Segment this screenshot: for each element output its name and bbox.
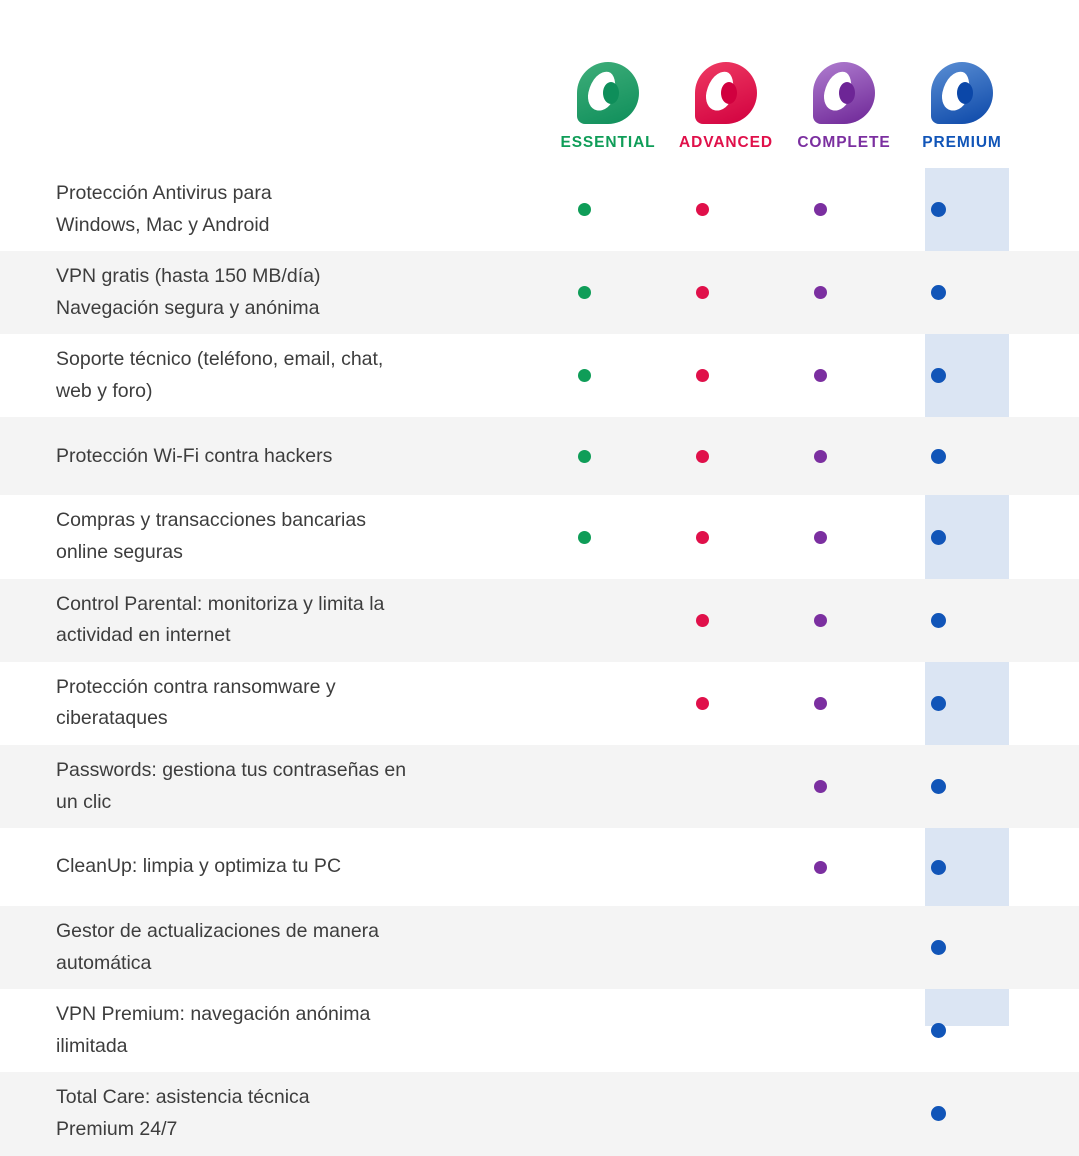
feature-availability-cell [525,369,643,382]
table-row [0,495,1079,578]
feature-availability-cell [525,1024,643,1037]
feature-label: Gestor de actualizaciones de manera automática [56,920,380,974]
included-dot-icon [814,450,827,463]
included-dot-icon [931,530,946,545]
feature-availability-cell [761,614,879,627]
feature-availability-cell [761,697,879,710]
feature-label: Soporte técnico (teléfono, email, chat, web y foro) [56,348,384,402]
included-dot-icon [814,614,827,627]
feature-availability-cell [879,860,997,875]
feature-availability-cell [761,861,879,874]
included-dot-icon [696,450,709,463]
included-dot-icon [814,697,827,710]
feature-availability-cell [879,1023,997,1038]
table-body [0,168,1079,1156]
feature-availability-cell [879,285,997,300]
not-included-placeholder [814,1024,827,1037]
feature-availability-cell [643,780,761,793]
feature-availability-cell [643,450,761,463]
feature-label: Passwords: gestiona tus contraseñas en un clic [56,758,407,813]
not-included-placeholder [578,861,591,874]
feature-availability-cell [643,369,761,382]
plan-header-premium[interactable] [903,62,1021,168]
included-dot-icon [696,369,709,382]
table-row [0,828,1079,906]
included-dot-icon [931,368,946,383]
not-included-placeholder [578,1024,591,1037]
included-dot-icon [696,203,709,216]
not-included-placeholder [814,1107,827,1120]
feature-label: Control Parental: monitoriza y limita la actividad en internet [56,592,385,647]
shield-logo-icon [577,62,639,124]
not-included-placeholder [578,697,591,710]
plan-name-label: ESSENTIAL [560,134,656,151]
included-dot-icon [578,369,591,382]
feature-availability-cell [525,286,643,299]
feature-availability-cell [879,368,997,383]
included-dot-icon [814,861,827,874]
not-included-placeholder [696,1107,709,1120]
plan-header-advanced[interactable] [667,62,785,168]
not-included-placeholder [578,941,591,954]
table-row [0,251,1079,334]
feature-availability-cell [761,780,879,793]
included-dot-icon [578,286,591,299]
included-dot-icon [814,531,827,544]
included-dot-icon [931,449,946,464]
plan-header-essential[interactable] [549,62,667,168]
plan-name-label: PREMIUM [922,134,1002,151]
not-included-placeholder [696,780,709,793]
feature-availability-cell [761,1024,879,1037]
included-dot-icon [931,860,946,875]
feature-availability-cell [643,1024,761,1037]
included-dot-icon [931,613,946,628]
included-dot-icon [696,697,709,710]
table-row [0,906,1079,989]
feature-availability-cell [643,1107,761,1120]
logo-swoosh-accent [603,82,619,104]
table-row [0,745,1079,828]
feature-label: Compras y transacciones bancarias online seguras [56,509,366,564]
feature-availability-cell [525,614,643,627]
feature-availability-cell [525,861,643,874]
feature-availability-cell [879,696,997,711]
feature-availability-cell [643,286,761,299]
included-dot-icon [931,779,946,794]
feature-label: VPN gratis (hasta 150 MB/día) Navegación segura y anónima [56,265,321,319]
table-row [0,662,1079,745]
not-included-placeholder [578,614,591,627]
feature-availability-cell [879,202,997,217]
included-dot-icon [931,202,946,217]
feature-availability-cell [643,941,761,954]
included-dot-icon [814,369,827,382]
feature-availability-cell [761,941,879,954]
feature-label: VPN Premium: navegación anónima ilimitada [56,1003,371,1057]
table-row [0,1072,1079,1155]
table-row [0,989,1079,1072]
feature-availability-cell [525,941,643,954]
table-header-row [0,0,1079,168]
feature-availability-cell [643,203,761,216]
included-dot-icon [931,1023,946,1038]
included-dot-icon [931,1106,946,1121]
not-included-placeholder [696,1024,709,1037]
not-included-placeholder [696,941,709,954]
feature-availability-cell [879,613,997,628]
included-dot-icon [931,940,946,955]
feature-availability-cell [643,531,761,544]
shield-logo-icon [931,62,993,124]
feature-availability-cell [761,203,879,216]
logo-swoosh-accent [721,82,737,104]
feature-availability-cell [761,369,879,382]
plan-name-label: ADVANCED [679,134,773,151]
feature-availability-cell [525,780,643,793]
table-row [0,417,1079,495]
feature-label: Protección Wi-Fi contra hackers [56,444,333,467]
feature-availability-cell [525,450,643,463]
feature-availability-cell [879,779,997,794]
feature-label: CleanUp: limpia y optimiza tu PC [56,855,342,878]
logo-swoosh-accent [839,82,855,104]
included-dot-icon [578,203,591,216]
feature-availability-cell [643,861,761,874]
feature-label: Protección Antivirus para Windows, Mac y Android [56,182,272,236]
feature-availability-cell [879,1106,997,1121]
feature-availability-cell [525,1107,643,1120]
table-row [0,334,1079,417]
included-dot-icon [696,614,709,627]
plan-name-label: COMPLETE [797,134,891,151]
feature-availability-cell [879,530,997,545]
feature-availability-cell [761,450,879,463]
logo-swoosh-accent [957,82,973,104]
included-dot-icon [931,285,946,300]
shield-logo-icon [813,62,875,124]
not-included-placeholder [578,780,591,793]
feature-availability-cell [761,286,879,299]
feature-availability-cell [643,614,761,627]
included-dot-icon [814,780,827,793]
feature-availability-cell [643,697,761,710]
table-row [0,579,1079,662]
included-dot-icon [578,450,591,463]
not-included-placeholder [578,1107,591,1120]
feature-availability-cell [879,449,997,464]
included-dot-icon [814,286,827,299]
included-dot-icon [931,696,946,711]
included-dot-icon [578,531,591,544]
feature-availability-cell [761,531,879,544]
feature-label: Protección contra ransomware y ciberataques [56,675,336,730]
included-dot-icon [696,531,709,544]
feature-availability-cell [879,940,997,955]
feature-label: Total Care: asistencia técnica Premium 24/7 [56,1086,310,1140]
table-row [0,168,1079,251]
feature-availability-cell [525,697,643,710]
not-included-placeholder [696,861,709,874]
feature-availability-cell [525,531,643,544]
plan-header-complete[interactable] [785,62,903,168]
included-dot-icon [814,203,827,216]
feature-availability-cell [761,1107,879,1120]
feature-availability-cell [525,203,643,216]
not-included-placeholder [814,941,827,954]
shield-logo-icon [695,62,757,124]
included-dot-icon [696,286,709,299]
